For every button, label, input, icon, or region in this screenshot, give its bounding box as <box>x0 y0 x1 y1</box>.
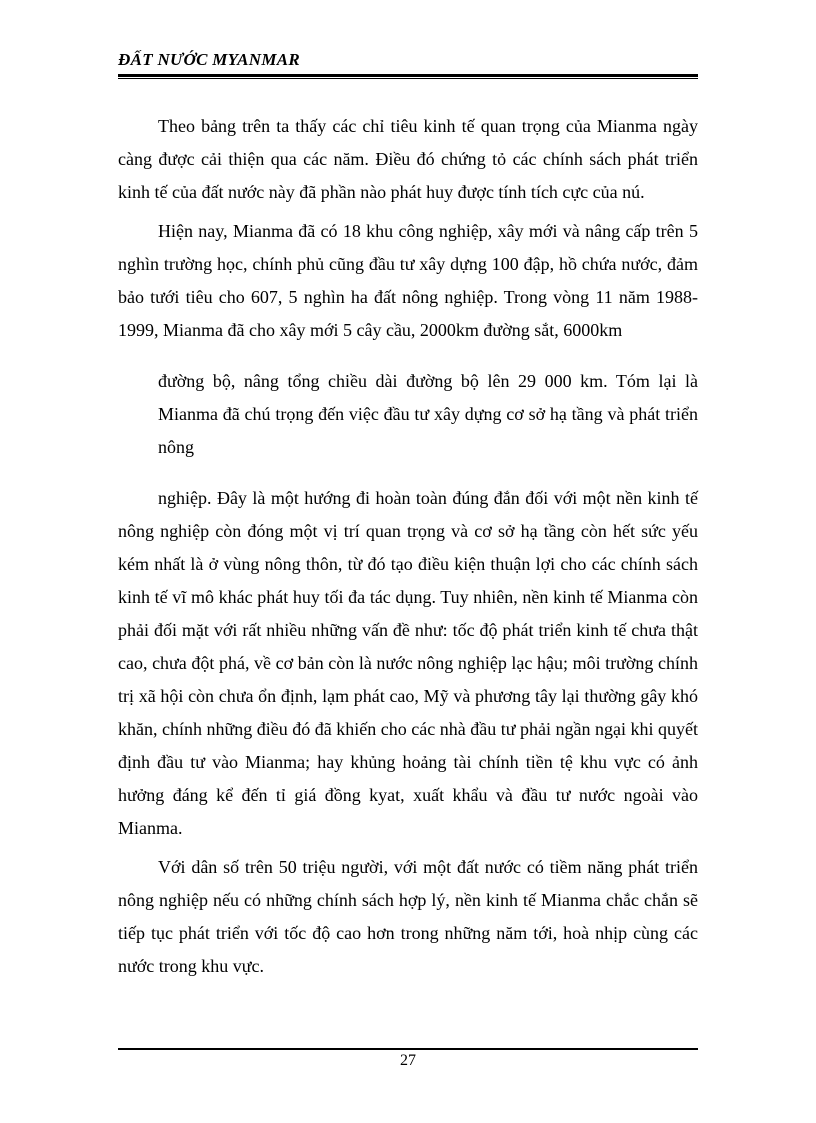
header-rule-thin <box>118 78 698 79</box>
page-number: 27 <box>400 1052 416 1069</box>
page-header <box>118 48 698 79</box>
paragraph-outlook: Với dân số trên 50 triệu người, với một đất nước có tiềm năng phát triển nông nghiệp nếu có những chính sách hợp lý, nền kinh tế Mianma chắc chắn sẽ tiếp tục phát triển với tốc độ cao hơn trong những năm tới, hoà nhịp cùng các nước trong khu vực. <box>118 857 698 976</box>
document-body <box>118 110 698 983</box>
paragraph-economic-indicators: Theo bảng trên ta thấy các chỉ tiêu kinh tế quan trọng của Mianma ngày càng được cải thiện qua các năm. Điều đó chứng tỏ các chính sách phát triển kinh tế của đất nước này đã phần nào phát huy được tính tích cực của nú. <box>118 116 698 202</box>
header-rule-thick <box>118 74 698 77</box>
header-title: ĐẤT NƯỚC MYANMAR <box>118 50 301 69</box>
paragraph-roads-summary: đường bộ, nâng tổng chiều dài đường bộ lên 29 000 km. Tóm lại là Mianma đã chú trọng đến việc đầu tư xây dựng cơ sở hạ tầng và phát triển nông <box>158 371 698 457</box>
paragraph-challenges: nghiệp. Đây là một hướng đi hoàn toàn đúng đắn đối với một nền kinh tế nông nghiệp còn đóng một vị trí quan trọng và cơ sở hạ tầng còn hết sức yếu kém nhất là ở vùng nông thôn, từ đó tạo điều kiện thuận lợi cho các chính sách kinh tế vĩ mô khác phát huy tối đa tác dụng. Tuy nhiên, nền kinh tế Mianma còn phải đối mặt với rất nhiều những vấn đề như: tốc độ phát triển kinh tế chưa thật cao, chưa đột phá, về cơ bản còn là nước nông nghiệp lạc hậu; môi trường chính trị xã hội còn chưa ổn định, lạm phát cao, Mỹ và phương tây lại thường gây khó khăn, chính những điều đó đã khiến cho các nhà đầu tư phải ngần ngại khi quyết định đầu tư vào Mianma; hay khủng hoảng tài chính tiền tệ khu vực có ảnh hưởng đáng kể đến tỉ giá đồng kyat, xuất khẩu và đầu tư nước ngoài vào Mianma. <box>118 488 698 838</box>
page-footer <box>118 1048 698 1070</box>
paragraph-infrastructure: Hiện nay, Mianma đã có 18 khu công nghiệp, xây mới và nâng cấp trên 5 nghìn trường học, chính phủ cũng đầu tư xây dựng 100 đập, hồ chứa nước, đảm bảo tưới tiêu cho 607, 5 nghìn ha đất nông nghiệp. Trong vòng 11 năm 1988-1999, Mianma đã cho xây mới 5 cây cầu, 2000km đường sắt, 6000km <box>118 221 698 340</box>
footer-rule <box>118 1048 698 1050</box>
